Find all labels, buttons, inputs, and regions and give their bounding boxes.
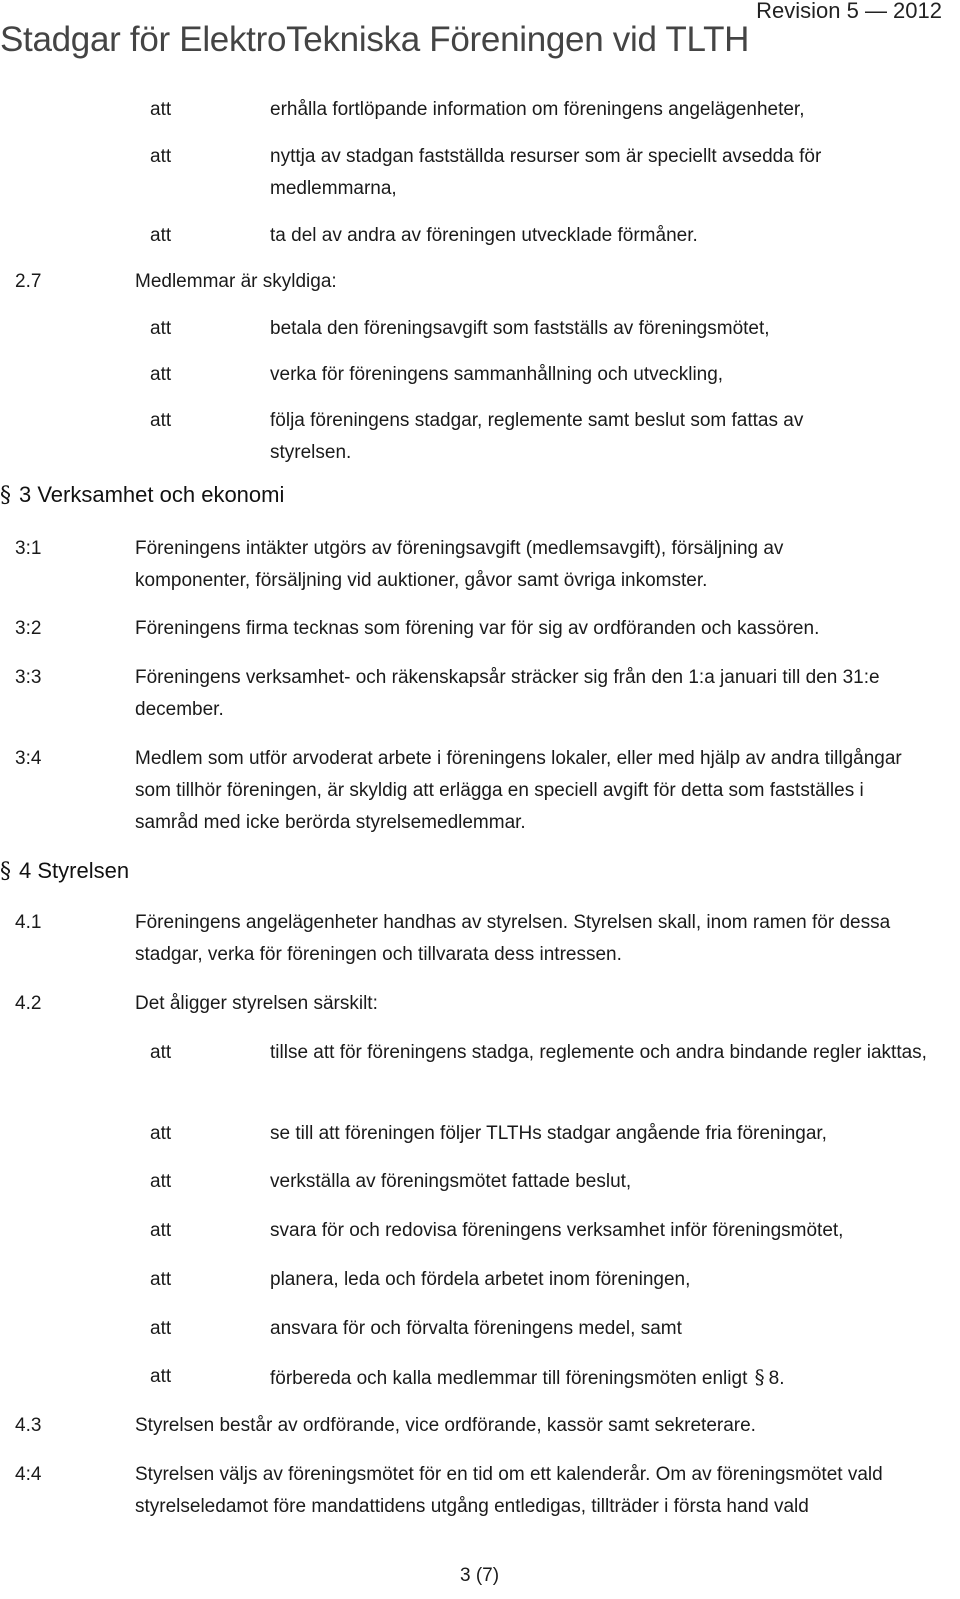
clause-text: Föreningens verksamhet- och räkenskapsår sträcker sig från den 1:a januari till den 31:e december.: [135, 667, 880, 720]
list-item: svara för och redovisa föreningens verksamhet inför föreningsmötet,: [270, 1220, 844, 1241]
list-marker: att: [150, 364, 172, 385]
clause-number: 3:4: [15, 748, 42, 769]
clause-number: 4.2: [15, 993, 42, 1014]
clause-text: Styrelsen väljs av föreningsmötet för en tid om ett kalenderår. Om av föreningsmötet vald styrelseledamot före mandattidens utgång entledigas, tillträder i första hand vald: [135, 1464, 883, 1517]
clause-number: 3:1: [15, 538, 42, 559]
list-marker: att: [150, 1123, 172, 1144]
clause-number: 3:2: [15, 618, 42, 639]
clause-text: Det åligger styrelsen särskilt:: [135, 993, 378, 1014]
section-title: 3 Verksamhet och ekonomi: [19, 482, 285, 507]
list-item: ansvara för och förvalta föreningens medel, samt: [270, 1318, 682, 1339]
list-item: verkställa av föreningsmötet fattade beslut,: [270, 1171, 632, 1192]
list-item: erhålla fortlöpande information om föreningens angelägenheter,: [270, 99, 805, 120]
page-number: 3 (7): [460, 1565, 500, 1586]
list-item: verka för föreningens sammanhållning och utveckling,: [270, 364, 724, 385]
clause-text: Föreningens firma tecknas som förening var för sig av ordföranden och kassören.: [135, 618, 820, 639]
list-item-text: förbereda och kalla medlemmar till föreningsmöten enligt: [270, 1368, 748, 1389]
section-symbol: §: [0, 859, 11, 884]
clause-number: 2.7: [15, 271, 42, 292]
section-heading-3: [0, 482, 284, 508]
clause-number: 4.1: [15, 912, 42, 933]
list-item: följa föreningens stadgar, reglemente samt beslut som fattas av styrelsen.: [270, 410, 804, 463]
clause-number: 4.3: [15, 1415, 42, 1436]
section-symbol: §: [754, 1365, 765, 1389]
list-marker: att: [150, 410, 172, 431]
list-marker: att: [150, 146, 172, 167]
list-item: nyttja av stadgan fastställda resurser som är speciellt avsedda för medlemmarna,: [270, 146, 822, 199]
clause-number: 3:3: [15, 667, 42, 688]
section-heading-4: [0, 858, 129, 884]
clause-number: 4:4: [15, 1464, 42, 1485]
clause-text: Föreningens intäkter utgörs av föreningsavgift (medlemsavgift), försäljning av komponenter, försäljning vid auktioner, gåvor samt övriga inkomster.: [135, 538, 784, 591]
clause-text: Styrelsen består av ordförande, vice ordförande, kassör samt sekreterare.: [135, 1415, 756, 1436]
list-item: tillse att för föreningens stadga, reglemente och andra bindande regler iakttas,: [270, 1042, 927, 1063]
section-reference: 8.: [768, 1368, 785, 1389]
list-marker: att: [150, 1318, 172, 1339]
list-marker: att: [150, 99, 172, 120]
list-marker: att: [150, 225, 172, 246]
list-marker: att: [150, 1171, 172, 1192]
list-marker: att: [150, 318, 172, 339]
clause-text: Medlem som utför arvoderat arbete i föreningens lokaler, eller med hjälp av andra tillgångar som tillhör föreningen, är skyldig att erlägga en speciell avgift för detta som fastställes i samråd med icke berörda styrelsemedlemmar.: [135, 748, 902, 833]
list-item: planera, leda och fördela arbetet inom föreningen,: [270, 1269, 691, 1290]
list-marker: att: [150, 1269, 172, 1290]
section-title: 4 Styrelsen: [19, 858, 130, 883]
list-marker: att: [150, 1220, 172, 1241]
list-item: betala den föreningsavgift som fastställs av föreningsmötet,: [270, 318, 770, 339]
list-item: se till att föreningen följer TLTHs stadgar angående fria föreningar,: [270, 1123, 827, 1144]
clause-text: Föreningens angelägenheter handhas av styrelsen. Styrelsen skall, inom ramen för dessa stadgar, verka för föreningen och tillvarata dess intressen.: [135, 912, 891, 965]
document-title: Stadgar för ElektroTekniska Föreningen vid TLTH: [0, 20, 750, 59]
list-item: [270, 1361, 785, 1395]
list-item: ta del av andra av föreningen utvecklade förmåner.: [270, 225, 698, 246]
section-symbol: §: [0, 483, 11, 508]
list-marker: att: [150, 1042, 172, 1063]
clause-text: Medlemmar är skyldiga:: [135, 271, 337, 292]
list-marker: att: [150, 1366, 172, 1387]
revision-label: Revision 5 — 2012: [756, 0, 942, 23]
